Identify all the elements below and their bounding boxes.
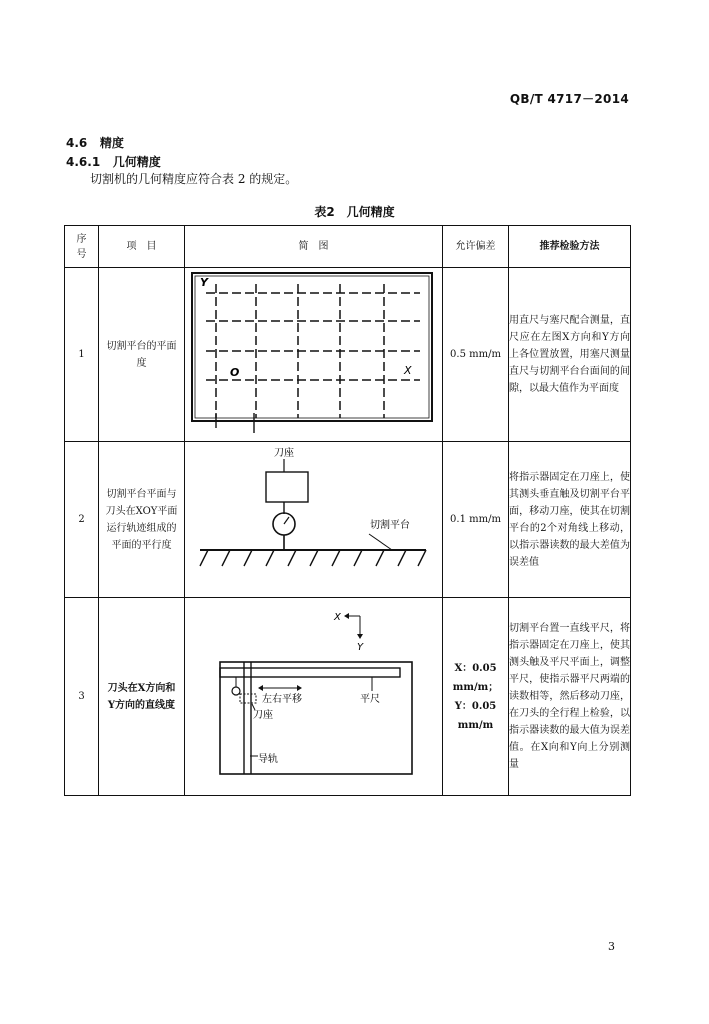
row1-method: 用直尺与塞尺配合测量，直尺应在左图X方向和Y方向上各位置放置，用塞尺测量直尺与切割平台台面间的间隙，以最大值作为平面度 — [509, 268, 631, 442]
section-title: 精度 — [99, 136, 124, 150]
diagram3-x-label: X — [333, 612, 341, 623]
subsection-title: 几何精度 — [112, 155, 161, 169]
row3-method: 切割平台置一直线平尺，将指示器固定在刀座上，使其测头触及平尺平面上，调整平尺，使指示器平尺两端的读数相等，然后移动刀座，在刀头的全行程上检验，以指示器读数的最大值为误差值。在X向和Y向上分别测量 — [509, 598, 631, 796]
diagram3-ruler-label: 平尺 — [359, 694, 380, 705]
header-diagram: 简 图 — [185, 226, 443, 268]
row2-tolerance: 0.1 mm/m — [443, 442, 509, 598]
row3-item: 刀头在X方向和Y方向的直线度 — [99, 598, 185, 796]
row3-tolerance — [443, 598, 509, 796]
header-item: 项 目 — [99, 226, 185, 268]
section-paragraph: 切割机的几何精度应符合表 2 的规定。 — [90, 172, 298, 186]
row1-seq: 1 — [65, 268, 99, 442]
diagram1-origin-label: O — [229, 366, 239, 379]
diagram3-shift-label: 左右平移 — [261, 694, 302, 705]
row3-tolerance-x-unit: mm/m； — [452, 681, 499, 693]
row3-tolerance-y: Y：0.05 — [454, 700, 497, 712]
table-header-row — [65, 226, 631, 268]
subsection-number: 4.6.1 — [66, 155, 101, 169]
flatness-diagram — [186, 268, 442, 435]
straightness-diagram — [186, 598, 442, 789]
row2-seq: 2 — [65, 442, 99, 598]
diagram2-platform-label: 切割平台 — [369, 520, 410, 531]
diagram3-y-label: Y — [356, 642, 363, 653]
row2-method: 将指示器固定在刀座上，使其测头垂直触及切割平台平面，移动刀座，使其在切割平台的2个对角线上移动，以指示器读数的最大差值为误差值 — [509, 442, 631, 598]
standard-number: QB/T 4717－2014 — [509, 92, 629, 106]
tool-holder-box — [266, 472, 308, 502]
diagram1-x-label: X — [403, 364, 412, 377]
diagram3-rail-label: 导轨 — [257, 754, 278, 765]
header-tolerance: 允许偏差 — [443, 226, 509, 268]
straight-ruler — [220, 668, 400, 677]
row3-tolerance-x: X：0.05 — [454, 662, 497, 674]
row1-item: 切割平台的平面度 — [99, 268, 185, 442]
row3-seq: 3 — [65, 598, 99, 796]
header-seq: 序号 — [65, 226, 99, 268]
table-row — [65, 598, 631, 796]
section-number: 4.6 — [66, 136, 88, 150]
table-row — [65, 268, 631, 442]
row1-diagram — [185, 268, 443, 442]
header-method: 推荐检验方法 — [509, 226, 631, 268]
row1-tolerance: 0.5 mm/m — [443, 268, 509, 442]
diagram3-holder-label: 刀座 — [252, 710, 273, 721]
geometric-accuracy-table — [64, 225, 631, 796]
subsection-heading — [66, 153, 161, 170]
page-number: 3 — [608, 940, 615, 953]
tool-holder-block — [240, 694, 256, 703]
row2-diagram — [185, 442, 443, 598]
row3-diagram — [185, 598, 443, 796]
table-caption: 表2 几何精度 — [314, 205, 395, 219]
diagram2-holder-label: 刀座 — [273, 448, 294, 459]
parallelism-diagram — [186, 442, 442, 591]
section-heading — [66, 134, 124, 151]
row2-item: 切割平台平面与刀头在XOY平面运行轨迹组成的平面的平行度 — [99, 442, 185, 598]
table-row — [65, 442, 631, 598]
row3-tolerance-y-unit: mm/m — [457, 719, 494, 731]
diagram1-y-label: Y — [199, 276, 208, 289]
